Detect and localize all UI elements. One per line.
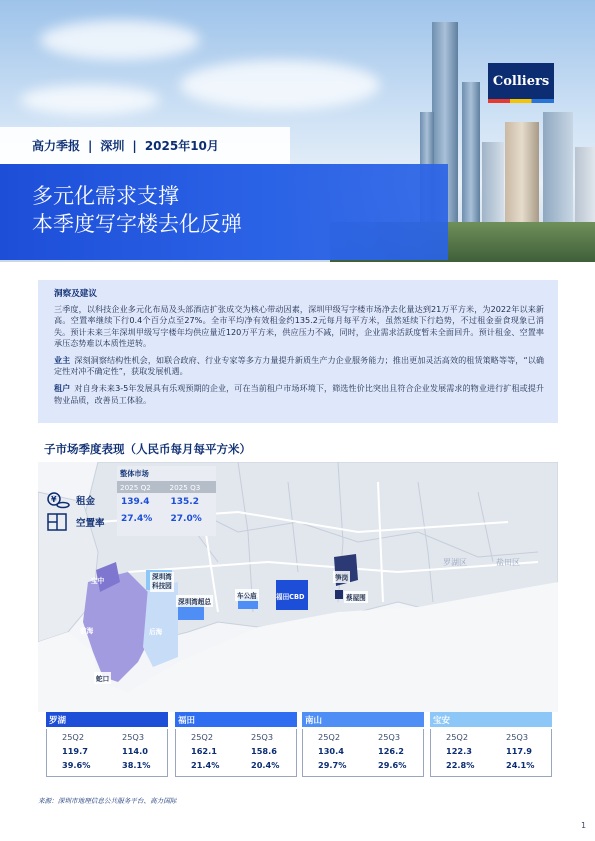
district-vacancy-row <box>303 758 423 772</box>
map-caiwuwei <box>335 590 343 599</box>
district-rent-row <box>303 744 423 758</box>
map-label-qianhai: 前海 <box>80 627 94 635</box>
district-name: 福田 <box>175 712 297 727</box>
map-houhai <box>143 582 178 667</box>
landlord-label: 业主 <box>54 355 71 366</box>
district-card-body <box>430 729 552 777</box>
rent-value: 130.4 <box>318 746 344 756</box>
svg-text:¥: ¥ <box>51 495 57 504</box>
landlord-text: 深刻洞察结构性机会，如联合政府、行业专家等多方力量提升新质生产力企业服务能力；推出更加灵活高效的租赁策略等等，“以确定性对冲不确定性”，获取发展机遇。 <box>54 355 544 377</box>
insights-summary: 三季度，以科技企业多元化布局及头部酒店扩张成交为核心带动因素，深圳甲级写字楼市场净去化量达到21万平方米，为2022年以来新高。空置率继续下行0.4个百分点至27%。全市平均净有效租金约135.2元每月每平方米，虽然延续下行趋势，不过租金蚕食现象已消失。预计未来三年深圳甲级写字楼年均供应量近120万平方米，供应压力不减，同时，企业需求活跃度暂未全面回升。预计租金、空置率承压态势难以本质性逆转。 <box>54 304 544 348</box>
separator: | <box>88 138 93 153</box>
vacancy-value: 21.4% <box>191 760 220 770</box>
quarter-label: 25Q3 <box>378 731 401 742</box>
district-quarters <box>176 729 296 744</box>
title-box <box>0 164 448 260</box>
district-card-body <box>46 729 168 777</box>
map-label-houhai: 后海 <box>149 628 163 636</box>
district-card-body <box>302 729 424 777</box>
legend-vacancy <box>46 513 105 531</box>
rent-label: 租金 <box>76 496 96 507</box>
report-type: 高力季报 <box>32 139 81 153</box>
map-label-shekou: 蛇口 <box>94 672 111 684</box>
overall-vacancy-row <box>117 510 216 527</box>
overall-rent-value: 135.2 <box>170 496 199 507</box>
quarter-label: 25Q3 <box>251 731 274 742</box>
rent-value: 117.9 <box>506 746 532 756</box>
district-name: 罗湖 <box>46 712 168 727</box>
district-rent-row <box>431 744 551 758</box>
overall-quarter-header <box>117 481 216 493</box>
rent-value: 114.0 <box>122 746 148 756</box>
quarter-label: 25Q2 <box>191 731 214 742</box>
overall-vacancy-value: 27.0% <box>170 513 202 524</box>
quarter-label: 25Q3 <box>506 731 529 742</box>
tenant-text: 对自身未来3-5年发展具有乐观预期的企业，可在当前租户市场环境下，筛选性价比突出且符合企业发展需求的物业进行扩租或提升物业品质，改善员工体验。 <box>54 383 544 405</box>
report-tag-bar <box>0 127 290 164</box>
map-label-futian-cbd: 福田CBD <box>276 593 305 601</box>
district-quarters <box>47 729 167 744</box>
overall-rent-value: 139.4 <box>121 496 150 507</box>
district-card-nanshan <box>302 712 424 775</box>
district-quarters <box>303 729 423 744</box>
overall-rent-row <box>117 493 216 510</box>
insights-heading: 洞察及建议 <box>54 289 97 299</box>
insights-box <box>38 280 558 423</box>
vacancy-value: 20.4% <box>251 760 280 770</box>
tenant-advice <box>54 383 544 405</box>
logo-stripe <box>488 99 554 103</box>
overall-market-label: 整体市场 <box>120 469 149 478</box>
quarter-label: 25Q3 <box>122 731 145 742</box>
quarter-label: 25Q2 <box>62 731 85 742</box>
map-label-baozhong: 宝中 <box>91 577 105 585</box>
vacancy-value: 38.1% <box>122 760 151 770</box>
vacancy-value: 22.8% <box>446 760 475 770</box>
quarter-label: 25Q2 <box>318 731 341 742</box>
rent-value: 122.3 <box>446 746 472 756</box>
vacancy-value: 24.1% <box>506 760 535 770</box>
district-vacancy-row <box>431 758 551 772</box>
map-label-sz-bay-tech: 深圳湾 科技园 <box>152 573 172 590</box>
district-name: 宝安 <box>430 712 552 727</box>
district-quarters <box>431 729 551 744</box>
submarket-title: 子市场季度表现（人民币每月每平方米） <box>44 442 251 456</box>
quarter-label: 2025 Q2 <box>120 482 151 492</box>
district-rent-row <box>47 744 167 758</box>
map-label-sz-bay-hq: 深圳湾超总 <box>176 595 213 607</box>
page-title-line1: 多元化需求支撑 <box>32 184 179 208</box>
page-title-line2: 本季度写字楼去化反弹 <box>32 212 242 236</box>
overall-market-stats <box>117 466 216 536</box>
map-label-sungang: 笋岗 <box>333 571 350 583</box>
legend-rent <box>46 491 95 509</box>
rent-value: 119.7 <box>62 746 88 756</box>
tenant-label: 租户 <box>54 383 71 394</box>
source-note: 来源：深圳市地理信息公共服务平台、高力国际 <box>38 797 177 805</box>
map-label-chegongmiao: 车公庙 <box>235 589 259 601</box>
separator: | <box>132 138 137 153</box>
map-label-caiwuwei: 蔡屋围 <box>344 591 368 603</box>
district-card-body <box>175 729 297 777</box>
coins-icon <box>46 491 70 509</box>
shenzhen-map <box>38 462 558 712</box>
rent-value: 126.2 <box>378 746 404 756</box>
district-rent-row <box>176 744 296 758</box>
district-vacancy-row <box>176 758 296 772</box>
quarter-label: 25Q2 <box>446 731 469 742</box>
quarter-label: 2025 Q3 <box>169 482 201 492</box>
floorplan-icon <box>46 513 70 531</box>
report-city: 深圳 <box>100 139 125 153</box>
landlord-advice <box>54 355 544 377</box>
map-label-luohu-area: 罗湖区 <box>443 558 467 567</box>
district-card-luohu <box>46 712 168 775</box>
colliers-logo: Colliers <box>488 63 554 99</box>
map-label-yantian-area: 盐田区 <box>496 558 520 567</box>
overall-vacancy-value: 27.4% <box>121 513 153 524</box>
vacancy-value: 39.6% <box>62 760 91 770</box>
district-card-futian <box>175 712 297 775</box>
district-vacancy-row <box>47 758 167 772</box>
rent-value: 158.6 <box>251 746 277 756</box>
rent-value: 162.1 <box>191 746 217 756</box>
page-number: 1 <box>581 821 587 830</box>
report-date: 2025年10月 <box>144 139 219 153</box>
vacancy-value: 29.7% <box>318 760 347 770</box>
vacancy-value: 29.6% <box>378 760 407 770</box>
district-card-baoan <box>430 712 552 775</box>
vacancy-label: 空置率 <box>76 518 105 529</box>
district-name: 南山 <box>302 712 424 727</box>
